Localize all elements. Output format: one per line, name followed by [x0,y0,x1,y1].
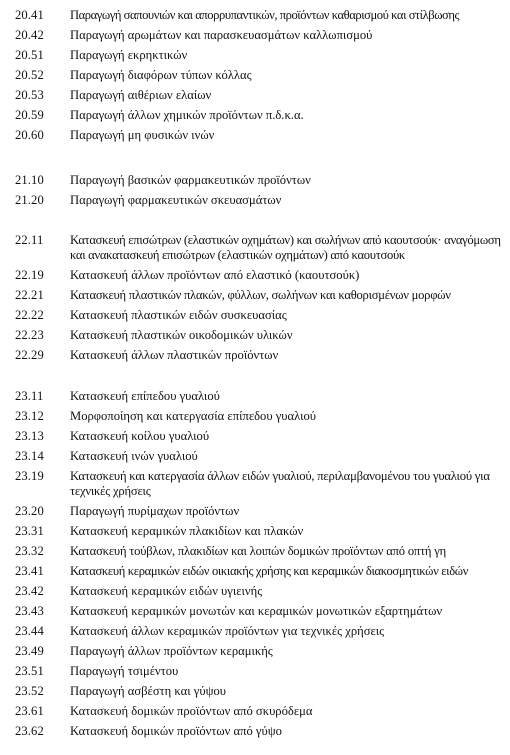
activity-row [0,604,510,619]
activity-row [0,724,510,739]
activity-code: 23.42 [15,584,44,598]
activity-code: 23.11 [15,389,44,403]
activity-row [0,544,510,559]
activity-description: Κατασκευή πλαστικών ειδών συσκευασίας [70,308,287,322]
activity-row [0,664,510,679]
activity-row [0,173,510,188]
activity-code: 20.41 [15,8,44,22]
activity-code: 23.51 [15,664,44,678]
activity-group-22 [0,233,510,368]
activity-row [0,68,510,83]
activity-code: 23.62 [15,724,44,738]
activity-description: Παραγωγή ασβέστη και γύψου [70,684,226,698]
activity-code: 20.59 [15,108,44,122]
activity-description: Παραγωγή διαφόρων τύπων κόλλας [70,68,252,82]
activity-code: 20.52 [15,68,44,82]
activity-group-21 [0,173,510,213]
activity-code: 22.21 [15,288,44,302]
activity-code: 21.20 [15,193,44,207]
activity-row [0,108,510,123]
activity-description: Κατασκευή επισώτρων (ελαστικών οχημάτων) και σωλήνων από καουτσούκ· αναγόμωση και ανακατασκευή επισώτρων (ελαστικών οχημάτων) από καουτσούκ [70,233,501,262]
activity-description: Κατασκευή κεραμικών ειδών υγιεινής [70,584,263,598]
activity-code: 22.23 [15,328,44,342]
activity-description: Παραγωγή αρωμάτων και παρασκευασμάτων καλλωπισμού [70,28,373,42]
activity-description: Κατασκευή κεραμικών ειδών οικιακής χρήσης και κεραμικών διακοσμητικών ειδών [70,564,469,578]
activity-code: 22.19 [15,268,44,282]
activity-row [0,268,510,283]
activity-code: 21.10 [15,173,44,187]
activity-description: Κατασκευή κοίλου γυαλιού [70,429,210,443]
activity-row [0,348,510,363]
activity-description: Κατασκευή πλαστικών οικοδομικών υλικών [70,328,293,342]
activity-code: 20.51 [15,48,44,62]
activity-description: Παραγωγή φαρμακευτικών σκευασμάτων [70,193,282,207]
activity-description: Κατασκευή άλλων κεραμικών προϊόντων για τεχνικές χρήσεις [70,624,385,638]
activity-row [0,8,510,23]
activity-group-23 [0,389,510,744]
activity-row [0,328,510,343]
activity-description: Παραγωγή άλλων χημικών προϊόντων π.δ.κ.α. [70,108,304,122]
activity-row [0,308,510,323]
activity-row [0,584,510,599]
activity-row [0,524,510,539]
activity-row [0,389,510,404]
activity-description: Κατασκευή δομικών προϊόντων από γύψο [70,724,282,738]
activity-code: 23.14 [15,449,44,463]
activity-description: Κατασκευή επίπεδου γυαλιού [70,389,220,403]
activity-code: 23.31 [15,524,44,538]
activity-description: Κατασκευή και κατεργασία άλλων ειδών γυαλιού, περιλαμβανομένου του γυαλιού για τεχνικές χρήσεις [70,469,490,498]
activity-row [0,193,510,208]
activity-row [0,704,510,719]
activity-code: 20.42 [15,28,44,42]
activity-description: Κατασκευή δομικών προϊόντων από σκυρόδεμα [70,704,313,718]
activity-row [0,288,510,303]
activity-row [0,128,510,143]
activity-row [0,564,510,579]
activity-row [0,644,510,659]
activity-row [0,449,510,464]
activity-code: 23.19 [15,469,44,483]
activity-description: Κατασκευή κεραμικών μονωτών και κεραμικών μονωτικών εξαρτημάτων [70,604,443,618]
activity-description: Παραγωγή αιθέριων ελαίων [70,88,212,102]
activity-description: Παραγωγή σαπουνιών και απορρυπαντικών, προϊόντων καθαρισμού και στίλβωσης [70,8,460,22]
activity-description: Παραγωγή εκρηκτικών [70,48,188,62]
activity-description: Μορφοποίηση και κατεργασία επίπεδου γυαλιού [70,409,316,423]
activity-code: 20.53 [15,88,44,102]
activity-description: Κατασκευή άλλων προϊόντων από ελαστικό (καουτσούκ) [70,268,360,282]
activity-description: Παραγωγή τσιμέντου [70,664,179,678]
activity-code: 22.11 [15,233,44,247]
activity-description: Παραγωγή βασικών φαρμακευτικών προϊόντων [70,173,311,187]
activity-description: Κατασκευή ινών γυαλιού [70,449,198,463]
activity-code: 23.61 [15,704,44,718]
activity-row [0,429,510,444]
activity-description: Κατασκευή πλαστικών πλακών, φύλλων, σωλήνων και καθορισμένων μορφών [70,288,451,302]
activity-code: 23.12 [15,409,44,423]
activity-code: 23.41 [15,564,44,578]
activity-code: 22.29 [15,348,44,362]
activity-code: 23.43 [15,604,44,618]
activity-row [0,48,510,63]
activity-description: Παραγωγή άλλων προϊόντων κεραμικής [70,644,273,658]
activity-code: 22.22 [15,308,44,322]
activity-description: Κατασκευή τούβλων, πλακιδίων και λοιπών δομικών προϊόντων από οπτή γη [70,544,447,558]
activity-code: 23.32 [15,544,44,558]
activity-row [0,469,510,499]
activity-code: 23.44 [15,624,44,638]
activity-group-20 [0,8,510,148]
activity-code: 23.13 [15,429,44,443]
activity-description: Κατασκευή κεραμικών πλακιδίων και πλακών [70,524,304,538]
activity-description: Παραγωγή μη φυσικών ινών [70,128,215,142]
activity-code: 23.20 [15,504,44,518]
activity-row [0,504,510,519]
activity-row [0,624,510,639]
activity-row [0,409,510,424]
activity-code: 23.52 [15,684,44,698]
activity-row [0,233,510,263]
activity-row [0,88,510,103]
activity-description: Παραγωγή πυρίμαχων προϊόντων [70,504,240,518]
activity-description: Κατασκευή άλλων πλαστικών προϊόντων [70,348,279,362]
activity-code: 20.60 [15,128,44,142]
activity-row [0,28,510,43]
activity-row [0,684,510,699]
activity-code: 23.49 [15,644,44,658]
